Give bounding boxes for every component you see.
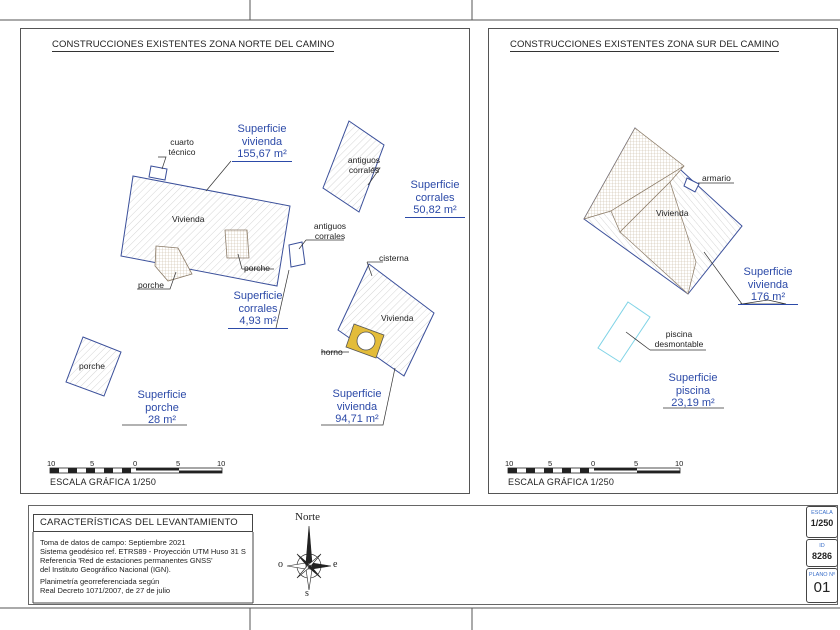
south-scale-title: ESCALA GRÁFICA 1/250 <box>508 477 615 487</box>
survey-line-2: Sistema geodésico ref. ETRS89 - Proyección UTM Huso 31 S <box>40 547 246 556</box>
area-vivienda-2: Superficie vivienda 94,71 m² <box>332 388 382 425</box>
survey-line-5: Planimetría georreferenciada según <box>40 577 160 586</box>
area-vivienda-1: Superficie vivienda 155,67 m² <box>232 123 292 162</box>
south-scale-tick-2: 0 <box>591 459 596 468</box>
title-block-frame <box>28 505 838 605</box>
north-scale-tick-4: 10 <box>217 459 226 468</box>
escala-box <box>806 506 838 538</box>
label-vivienda-2: Vivienda <box>381 313 414 323</box>
compass-east-label: e <box>333 559 338 570</box>
area-corrales-2: Superficie corrales 4,93 m² <box>228 290 288 329</box>
plano-box <box>806 568 838 603</box>
id-value: 8286 <box>811 551 833 561</box>
escala-value: 1/250 <box>810 518 834 528</box>
label-cisterna: cisterna <box>379 253 409 263</box>
survey-line-6: Real Decreto 1071/2007, de 27 de julio <box>40 586 171 595</box>
area-piscina: Superficie piscina 23,19 m² <box>668 372 718 409</box>
north-scale-tick-3: 5 <box>176 459 181 468</box>
north-scale-tick-0: 10 <box>47 459 56 468</box>
compass-west-label: o <box>278 559 283 570</box>
id-label: ID <box>819 543 825 549</box>
survey-line-1: Toma de datos de campo: Septiembre 2021 <box>40 538 186 547</box>
label-vivienda-sur: Vivienda <box>656 208 689 218</box>
label-horno: horno <box>321 347 343 357</box>
south-scale-tick-1: 5 <box>548 459 553 468</box>
compass-south-label: s <box>305 588 309 599</box>
label-porche-2: porche <box>244 263 270 273</box>
south-scale-tick-3: 5 <box>634 459 639 468</box>
id-box <box>806 539 838 567</box>
north-scale-title: ESCALA GRÁFICA 1/250 <box>50 477 157 487</box>
area-vivienda-sur: Superficie vivienda 176 m² <box>738 266 798 305</box>
compass-north-label: Norte <box>295 511 321 523</box>
label-vivienda-1: Vivienda <box>172 214 205 224</box>
label-cuarto-tecnico: cuarto técnico <box>168 137 196 157</box>
north-scale-tick-2: 0 <box>133 459 138 468</box>
area-corrales-1: Superficie corrales 50,82 m² <box>405 179 465 218</box>
label-porche-1: porche <box>138 280 164 290</box>
south-panel-title: CONSTRUCCIONES EXISTENTES ZONA SUR DEL CAMINO <box>510 39 780 50</box>
label-armario: armario <box>702 173 731 183</box>
survey-line-4: del Instituto Geográfico Nacional (IGN). <box>40 565 171 574</box>
plano-value: 01 <box>813 579 831 596</box>
south-scale-tick-4: 10 <box>675 459 684 468</box>
south-scale-tick-0: 10 <box>505 459 514 468</box>
north-scale-tick-1: 5 <box>90 459 95 468</box>
label-porche-3: porche <box>79 361 105 371</box>
escala-label: ESCALA <box>811 510 833 516</box>
label-piscina: piscina desmontable <box>654 329 704 349</box>
north-panel-title: CONSTRUCCIONES EXISTENTES ZONA NORTE DEL CAMINO <box>52 39 335 50</box>
label-antiguos-corrales-2: antiguos corrales <box>313 221 347 241</box>
area-porche: Superficie porche 28 m² <box>137 389 187 426</box>
survey-title: CARACTERÍSTICAS DEL LEVANTAMIENTO <box>33 514 253 532</box>
label-antiguos-corrales-1: antiguos corrales <box>347 155 381 175</box>
survey-line-3: Referencia 'Red de estaciones permanentes GNSS' <box>40 556 213 565</box>
plano-label: PLANO Nº <box>808 572 836 578</box>
